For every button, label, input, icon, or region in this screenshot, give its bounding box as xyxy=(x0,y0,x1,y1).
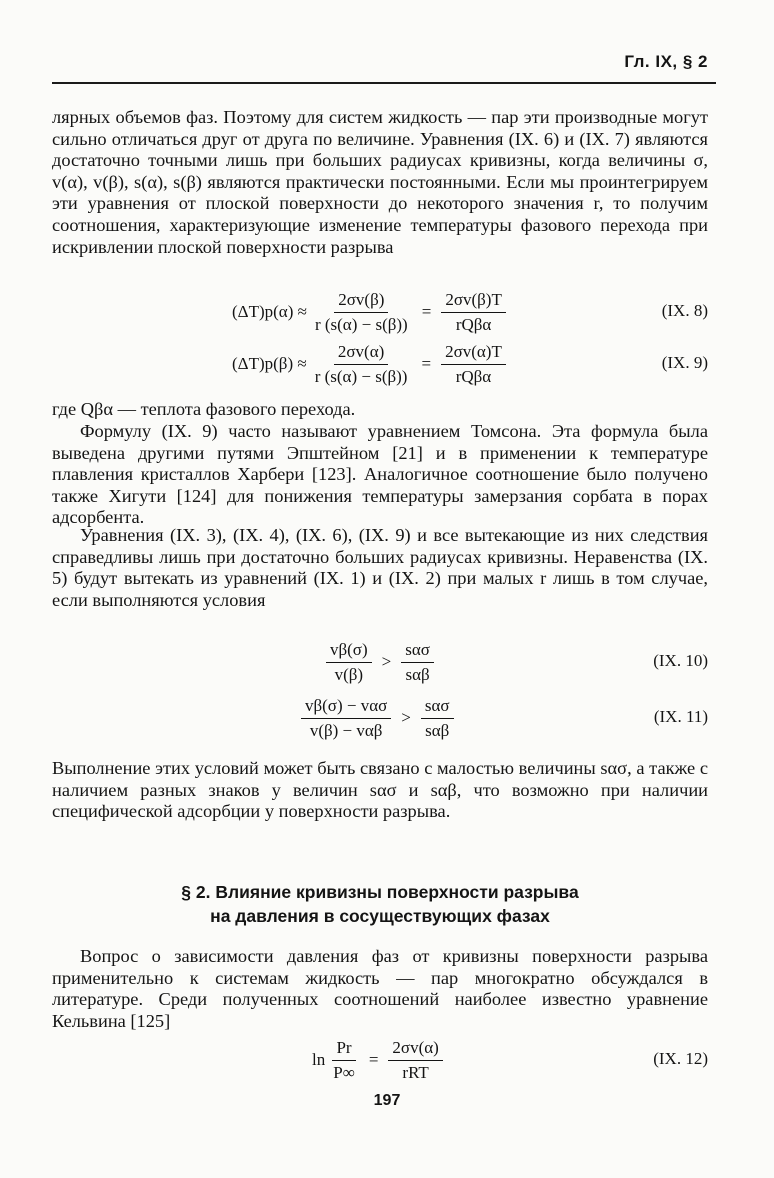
paragraph-4-text: Выполнение этих условий может быть связано с малостью величины sασ, а также с наличием разных знаков у величин sασ и sαβ, что возможно при наличии специфической адсорбции у поверхности разрыва. xyxy=(52,758,708,822)
equation-ix-11-fraction-1 xyxy=(301,696,391,741)
greater-than-sign: > xyxy=(401,708,411,727)
paragraph-1 xyxy=(52,107,708,258)
equation-ix-11 xyxy=(52,692,708,744)
equation-ix-12-denominator-1: P∞ xyxy=(333,1062,355,1082)
paragraph-4 xyxy=(52,758,708,823)
equation-ix-12-label: (IX. 12) xyxy=(653,1049,708,1068)
equation-ix-8 xyxy=(52,286,708,338)
equation-ix-12-denominator-2: rRT xyxy=(402,1062,429,1082)
equation-ix-8-denominator-1: r (s(α) − s(β)) xyxy=(314,314,408,334)
equation-ix-9-label: (IX. 9) xyxy=(661,353,708,372)
equation-ix-10-denominator-1: v(β) xyxy=(334,664,364,684)
equation-ix-9-fraction-2 xyxy=(441,342,506,387)
greater-than-sign: > xyxy=(381,652,392,671)
section-title-line-1: § 2. Влияние кривизны поверхности разрыва xyxy=(181,882,579,902)
paragraph-3 xyxy=(52,525,708,611)
equation-ix-11-label: (IX. 11) xyxy=(653,707,708,726)
equals-sign: = xyxy=(421,302,432,321)
paragraph-5-text: Вопрос о зависимости давления фаз от кривизны поверхности разрыва применительно к системам жидкость — пар многократно обсуждался в литературе. Среди полученных соотношений наиболее известно уравнение Кельвина [125] xyxy=(52,946,708,1031)
header-rule xyxy=(52,82,716,84)
equation-ix-8-fraction-1 xyxy=(311,290,412,335)
page-number: 197 xyxy=(373,1092,401,1109)
equation-ix-10-numerator-2: sασ xyxy=(401,640,434,663)
where-line-text: где Qβα — теплота фазового перехода. xyxy=(52,399,356,419)
equation-ix-11-denominator-1: v(β) − vαβ xyxy=(309,720,383,740)
equation-ix-11-numerator-1: vβ(σ) − vασ xyxy=(301,696,391,719)
equation-ix-10-label: (IX. 10) xyxy=(653,651,708,670)
equation-ix-9-denominator-2: rQβα xyxy=(455,366,492,386)
paragraph-3-text: Уравнения (IX. 3), (IX. 4), (IX. 6), (IX. 9) и все вытекающие из них следствия справедливы лишь при достаточно больших радиусах кривизны. Неравенства (IX. 5) будут вытекать из уравнений (IX. 1) и (IX. 2) при малых r лишь в том случае, если выполняются условия xyxy=(52,525,708,610)
equation-ix-10-denominator-2: sαβ xyxy=(405,664,430,684)
equation-ix-10-fraction-1 xyxy=(326,640,372,685)
equation-ix-12-numerator-2: 2σv(α) xyxy=(388,1038,442,1061)
section-title-line-2: на давления в сосуществующих фазах xyxy=(210,906,550,926)
equation-ix-9-numerator-1: 2σv(α) xyxy=(334,342,388,365)
equation-ix-8-formula xyxy=(232,286,510,338)
equation-ix-10-numerator-1: vβ(σ) xyxy=(326,640,372,663)
equation-ix-9 xyxy=(52,338,708,390)
equation-ix-8-numerator-1: 2σv(β) xyxy=(334,290,388,313)
equation-ix-12-fraction-1 xyxy=(329,1038,359,1083)
equation-ix-12-lhs: ln xyxy=(312,1050,326,1069)
equation-ix-8-numerator-2: 2σv(β)T xyxy=(441,290,506,313)
equals-sign: = xyxy=(421,354,432,373)
equation-ix-9-formula xyxy=(232,338,510,390)
paragraph-2-text: Формулу (IX. 9) часто называют уравнением Томсона. Эта формула была выведена другими путями Эпштейном [21] и в применении к температуре плавления кристаллов Харбери [123]. Аналогичное соотношение было получено также Хигути [124] для понижения температуры замерзания сорбата в порах адсорбента. xyxy=(52,421,708,528)
where-line xyxy=(52,399,708,421)
equation-ix-12-fraction-2 xyxy=(388,1038,442,1083)
equation-ix-10-formula xyxy=(322,636,438,688)
equation-ix-12-formula xyxy=(312,1034,447,1086)
equation-ix-9-lhs: (ΔT)p(β) ≈ xyxy=(232,354,307,373)
paragraph-5 xyxy=(52,946,708,1032)
equation-ix-9-fraction-1 xyxy=(311,342,412,387)
equation-ix-9-numerator-2: 2σv(α)T xyxy=(441,342,506,365)
equation-ix-10 xyxy=(52,636,708,688)
section-title xyxy=(52,880,708,928)
equation-ix-11-fraction-2 xyxy=(421,696,454,741)
equals-sign: = xyxy=(368,1050,379,1069)
equation-ix-8-label: (IX. 8) xyxy=(661,301,708,320)
equation-ix-11-formula xyxy=(297,692,458,744)
equation-ix-8-fraction-2 xyxy=(441,290,506,335)
equation-ix-8-denominator-2: rQβα xyxy=(455,314,492,334)
equation-ix-11-numerator-2: sασ xyxy=(421,696,454,719)
equation-ix-12 xyxy=(52,1034,708,1086)
running-head: Гл. IX, § 2 xyxy=(624,52,708,71)
equation-ix-9-denominator-1: r (s(α) − s(β)) xyxy=(314,366,408,386)
equation-ix-8-lhs: (ΔT)p(α) ≈ xyxy=(232,302,307,321)
paragraph-1-text: лярных объемов фаз. Поэтому для систем жидкость — пар эти производные могут сильно отличаться друг от друга по величине. Уравнения (IX. 6) и (IX. 7) являются достаточно точными лишь при больших радиусах кривизны, когда величины σ, v(α), v(β), s(α), s(β) являются практически постоянными. Если мы проинтегрируем эти уравнения от плоской поверхности до некоторого значения r, то получим соотношения, характеризующие изменение температуры фазового перехода при искривлении плоской поверхности разрыва xyxy=(52,107,708,257)
equation-ix-10-fraction-2 xyxy=(401,640,434,685)
equation-ix-11-denominator-2: sαβ xyxy=(425,720,450,740)
equation-ix-12-numerator-1: Pr xyxy=(332,1038,355,1061)
paragraph-2 xyxy=(52,421,708,529)
